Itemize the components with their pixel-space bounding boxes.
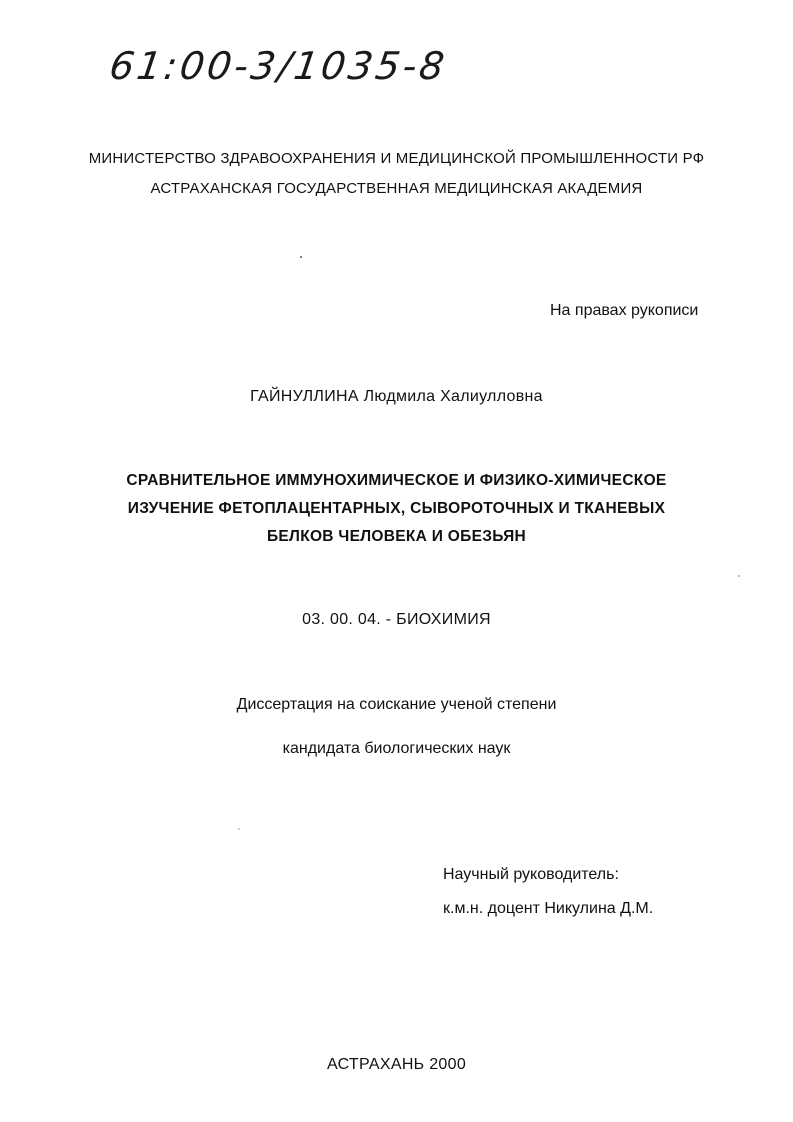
scan-speck [238, 828, 240, 830]
dissertation-title-line-3: БЕЛКОВ ЧЕЛОВЕКА И ОБЕЗЬЯН [266, 528, 527, 545]
city-year: АСТРАХАНЬ 2000 [326, 1056, 467, 1073]
organization-academy: АСТРАХАНСКАЯ ГОСУДАРСТВЕННАЯ МЕДИЦИНСКАЯ АКАДЕМИЯ [150, 180, 643, 197]
degree-line-1: Диссертация на соискание ученой степени [236, 696, 557, 713]
author-name: ГАЙНУЛЛИНА Людмила Халиулловна [250, 388, 543, 405]
dissertation-title-line-2: ИЗУЧЕНИЕ ФЕТОПЛАЦЕНТАРНЫХ, СЫВОРОТОЧНЫХ И ТКАНЕВЫХ [127, 500, 666, 517]
advisor-name: к.м.н. доцент Никулина Д.М. [443, 900, 654, 917]
organization-ministry: МИНИСТЕРСТВО ЗДРАВООХРАНЕНИЯ И МЕДИЦИНСКОЙ ПРОМЫШЛЕННОСТИ РФ [88, 150, 705, 167]
dissertation-title-line-1: СРАВНИТЕЛЬНОЕ ИММУНОХИМИЧЕСКОЕ И ФИЗИКО-ХИМИЧЕСКОЕ [126, 472, 667, 489]
advisor-label: Научный руководитель: [443, 866, 619, 883]
manuscript-rights: На правах рукописи [550, 302, 699, 319]
scan-speck [300, 256, 302, 258]
specialty-code: 03. 00. 04. - БИОХИМИЯ [302, 611, 491, 628]
degree-line-2: кандидата биологических наук [282, 740, 511, 757]
handwritten-archive-code: 61:00-3/1035-8 [106, 44, 450, 88]
scan-speck [738, 575, 740, 577]
